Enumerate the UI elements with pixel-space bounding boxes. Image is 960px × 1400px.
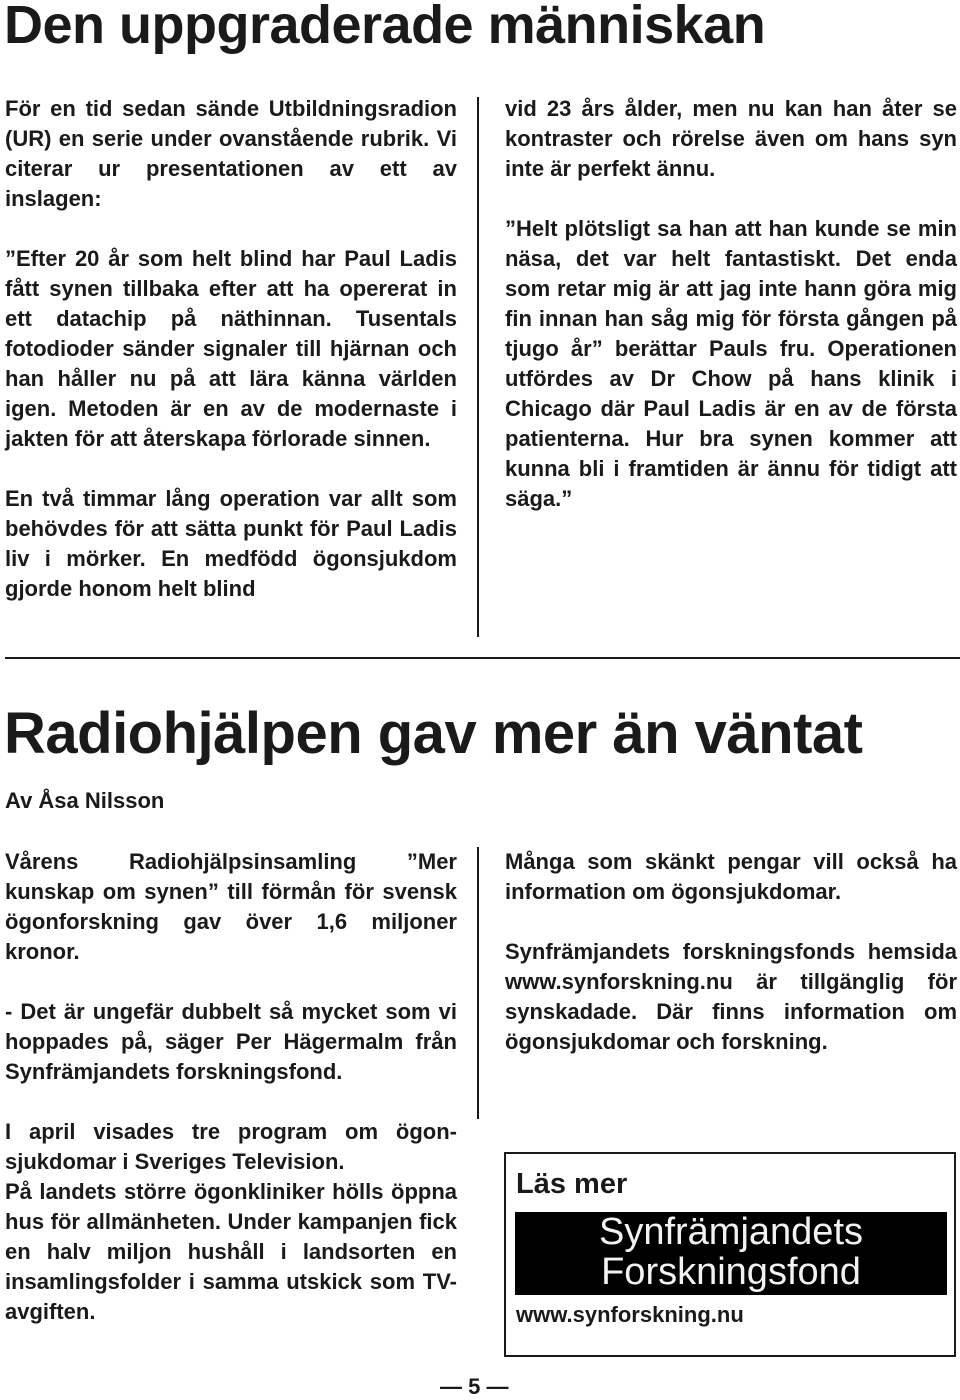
logo-text-line: Synfrämjandets	[598, 1211, 863, 1253]
column-divider	[477, 847, 479, 1119]
column-divider	[477, 97, 479, 637]
page-number: — 5 —	[440, 1374, 509, 1399]
paragraph: - Det är ungefär dubbelt så mycket som vi hoppades på, säger Per Hägermalm från Synfrämjandets forskningsfond.	[5, 999, 457, 1084]
website-link[interactable]: www.synforskning.nu	[516, 1302, 744, 1327]
paragraph: Synfrämjandets forskningsfonds hemsida www.synforskning.nu är tillgänglig för synskadade. Där finns information om ögonsjukdomar och forskning.	[505, 939, 957, 1054]
article-column-1	[5, 847, 457, 1327]
article-title: Radiohjälpen gav mer än väntat	[4, 701, 863, 766]
paragraph: Vårens Radiohjälpsinsamling ”Mer kunskap om synen” till förmån för svensk ögonforskning gav över 1,6 miljoner kronor.	[5, 849, 457, 964]
paragraph: På landets större ögonkliniker hölls öppna hus för allmänheten. Under kampanjen fick en halv miljon hushåll i landsorten en insamlingsfolder i samma utskick som TV-avgiften.	[5, 1179, 457, 1324]
synframjandets-forskningsfond-logo	[515, 1212, 947, 1295]
paragraph: vid 23 års ålder, men nu kan han åter se kontraster och rörelse även om hans syn inte är perfekt ännu.	[505, 96, 957, 181]
logo-text-line: Forskningsfond	[601, 1251, 861, 1293]
section-divider	[5, 657, 960, 659]
paragraph: I april visades tre program om ögonsjukdomar i Sveriges Television.	[5, 1119, 457, 1174]
paragraph: En två timmar lång operation var allt som behövdes för att sätta punkt för Paul Ladis liv i mörker. En medfödd ögonsjukdom gjorde honom helt blind	[5, 486, 457, 601]
byline: Av Åsa Nilsson	[5, 788, 165, 813]
paragraph: ”Helt plötsligt sa han att han kunde se min näsa, det var helt fantastiskt. Det enda som retar mig är att jag inte hann göra mig fin innan han såg mig för första gången på tjugo år” berättar Pauls fru. Operationen utfördes av Dr Chow på hans klinik i Chicago där Paul Ladis är en av de första patienterna. Hur bra synen kommer att kunna bli i framtiden är ännu för tidigt att säga.”	[505, 216, 957, 511]
article-column-2	[505, 847, 957, 1057]
article-title: Den uppgraderade människan	[4, 0, 766, 55]
article-column-2	[505, 94, 957, 514]
article-column-1	[5, 94, 457, 604]
read-more-box	[504, 1152, 956, 1357]
read-more-title: Läs mer	[516, 1168, 628, 1200]
paragraph: ”Efter 20 år som helt blind har Paul Ladis fått synen tillbaka efter att ha opererat in ett datachip på näthinnan. Tusentals fotodioder sänder signaler till hjärnan och han håller nu på att lära känna världen igen. Metoden är en av de modernaste i jakten för att återskapa förlorade sinnen.	[5, 246, 457, 451]
paragraph: Många som skänkt pengar vill också ha information om ögonsjukdomar.	[505, 849, 957, 904]
paragraph: För en tid sedan sände Utbildningsradion (UR) en serie under ovanstående rubrik. Vi citerar ur presentationen av ett av inslagen:	[5, 96, 457, 211]
